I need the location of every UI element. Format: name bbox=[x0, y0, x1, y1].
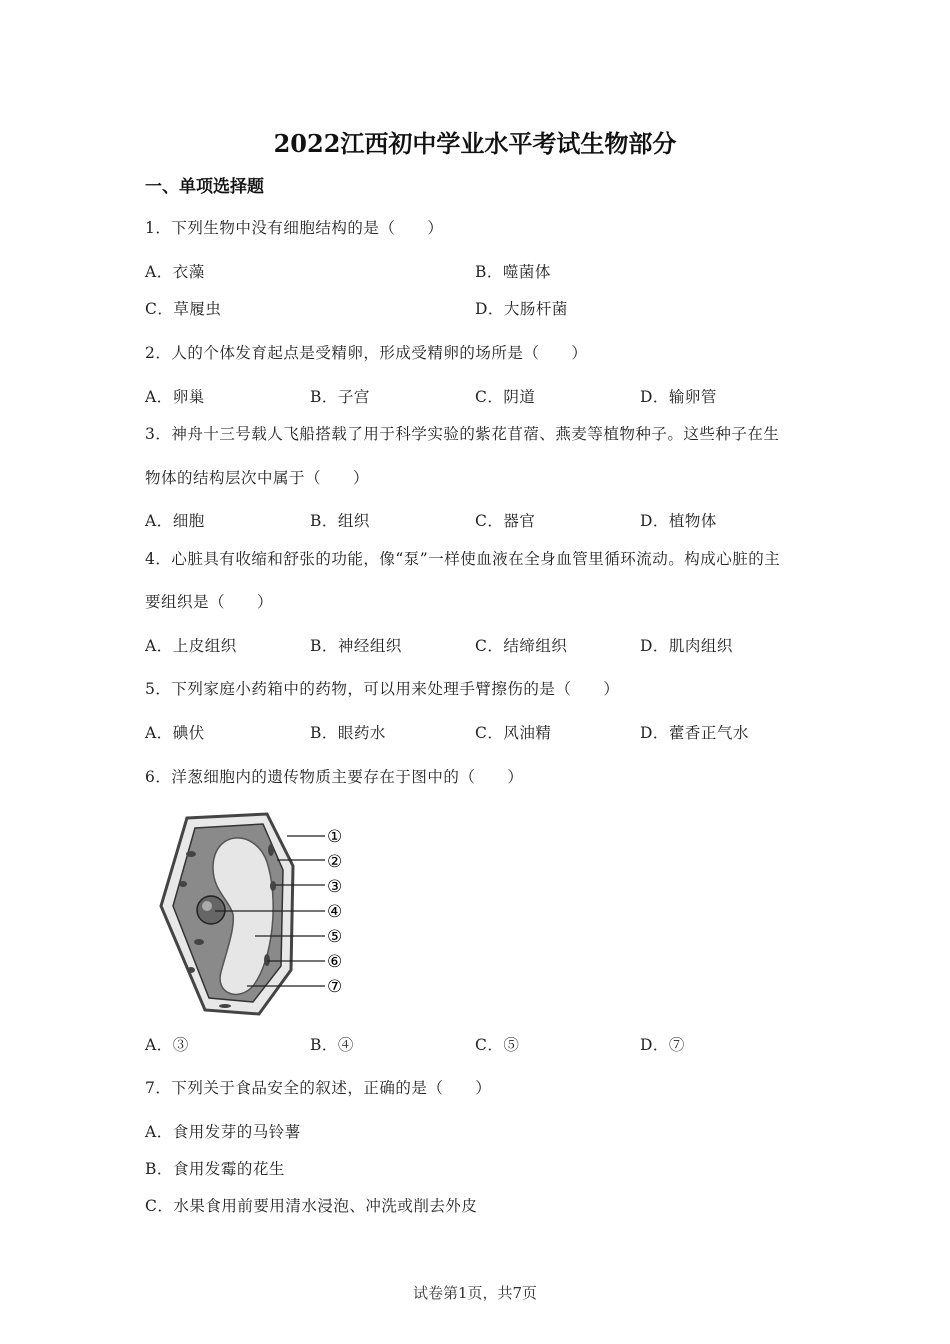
chloroplast bbox=[194, 939, 204, 945]
diagram-label-7: ⑦ bbox=[327, 977, 343, 997]
question-3-option-b[interactable]: B．组织 bbox=[310, 512, 370, 530]
question-2-option-d[interactable]: D．输卵管 bbox=[640, 388, 717, 406]
question-1-stem: 1．下列生物中没有细胞结构的是（ ） bbox=[145, 219, 444, 237]
section-heading: 一、单项选择题 bbox=[145, 177, 264, 197]
question-3-option-c[interactable]: C．器官 bbox=[475, 512, 536, 530]
chloroplast bbox=[268, 844, 274, 856]
chloroplast bbox=[219, 1004, 231, 1008]
question-4-option-b[interactable]: B．神经组织 bbox=[310, 637, 402, 655]
diagram-label-3: ③ bbox=[327, 877, 343, 897]
question-2-option-c[interactable]: C．阴道 bbox=[475, 388, 536, 406]
question-6-option-a[interactable]: A．③ bbox=[145, 1036, 189, 1054]
question-1-option-d[interactable]: D．大肠杆菌 bbox=[475, 300, 568, 318]
question-1-option-b[interactable]: B．噬菌体 bbox=[475, 263, 551, 281]
question-7-option-a[interactable]: A．食用发芽的马铃薯 bbox=[145, 1123, 301, 1141]
page-footer: 试卷第1页，共7页 bbox=[412, 1284, 538, 1302]
question-6-option-d[interactable]: D．⑦ bbox=[640, 1036, 685, 1054]
diagram-label-2: ② bbox=[327, 852, 343, 872]
question-1-option-a[interactable]: A．衣藻 bbox=[145, 263, 205, 281]
question-5-stem: 5．下列家庭小药箱中的药物，可以用来处理手臂擦伤的是（ ） bbox=[145, 680, 620, 698]
question-4-option-d[interactable]: D．肌肉组织 bbox=[640, 637, 733, 655]
question-6-stem: 6．洋葱细胞内的遗传物质主要存在于图中的（ ） bbox=[145, 768, 524, 786]
question-7-option-c[interactable]: C．水果食用前要用清水浸泡、冲洗或削去外皮 bbox=[145, 1197, 478, 1215]
question-2-option-b[interactable]: B．子宫 bbox=[310, 388, 370, 406]
question-5-option-c[interactable]: C．风油精 bbox=[475, 724, 552, 742]
question-3-option-d[interactable]: D．植物体 bbox=[640, 512, 717, 530]
nucleus bbox=[197, 896, 225, 924]
question-7-option-b[interactable]: B．食用发霉的花生 bbox=[145, 1160, 285, 1178]
question-3-stem-line2: 物体的结构层次中属于（ ） bbox=[145, 469, 370, 487]
chloroplast bbox=[187, 967, 195, 973]
chloroplast bbox=[186, 851, 196, 857]
question-3-option-a[interactable]: A．细胞 bbox=[145, 512, 205, 530]
question-2-option-a[interactable]: A．卵巢 bbox=[145, 388, 205, 406]
chloroplast bbox=[264, 954, 270, 966]
onion-cell-diagram bbox=[155, 810, 365, 1020]
nucleolus bbox=[202, 901, 212, 911]
question-6-option-c[interactable]: C．⑤ bbox=[475, 1036, 520, 1054]
question-4-option-a[interactable]: A．上皮组织 bbox=[145, 637, 237, 655]
question-4-option-c[interactable]: C．结缔组织 bbox=[475, 637, 568, 655]
diagram-label-4: ④ bbox=[327, 902, 343, 922]
chloroplast bbox=[270, 881, 276, 891]
page-title: 2022江西初中学业水平考试生物部分 bbox=[273, 129, 677, 158]
chloroplast bbox=[179, 881, 187, 887]
diagram-label-6: ⑥ bbox=[327, 952, 343, 972]
question-6-option-b[interactable]: B．④ bbox=[310, 1036, 354, 1054]
question-2-stem: 2．人的个体发育起点是受精卵，形成受精卵的场所是（ ） bbox=[145, 344, 588, 362]
question-4-stem-line1: 4．心脏具有收缩和舒张的功能，像“泵”一样使血液在全身血管里循环流动。构成心脏的主 bbox=[145, 550, 781, 568]
question-5-option-b[interactable]: B．眼药水 bbox=[310, 724, 386, 742]
question-7-stem: 7．下列关于食品安全的叙述，正确的是（ ） bbox=[145, 1079, 492, 1097]
question-5-option-a[interactable]: A．碘伏 bbox=[145, 724, 205, 742]
diagram-label-5: ⑤ bbox=[327, 927, 343, 947]
diagram-label-1: ① bbox=[327, 827, 343, 847]
question-1-option-c[interactable]: C．草履虫 bbox=[145, 300, 222, 318]
question-5-option-d[interactable]: D．藿香正气水 bbox=[640, 724, 749, 742]
question-4-stem-line2: 要组织是（ ） bbox=[145, 593, 274, 611]
question-3-stem-line1: 3．神舟十三号载人飞船搭载了用于科学实验的紫花苜蓿、燕麦等植物种子。这些种子在生 bbox=[145, 425, 780, 443]
